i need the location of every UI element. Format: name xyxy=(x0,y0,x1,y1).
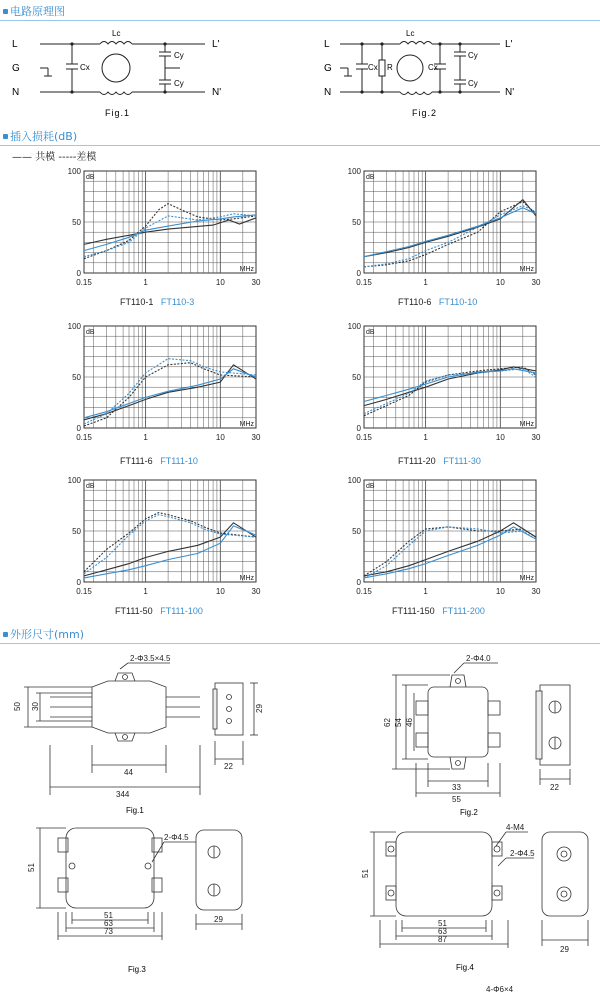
section-marker xyxy=(3,9,8,14)
x-tick-label: 10 xyxy=(215,587,225,596)
chart-title-blue: FT110-3 xyxy=(160,297,195,307)
dimension-drawing-fig3 xyxy=(0,820,300,980)
dimension-drawing-fig1 xyxy=(0,645,300,820)
x-tick-label: 30 xyxy=(531,587,541,596)
x-unit-label: MHz xyxy=(239,575,254,582)
y-tick-label: 100 xyxy=(67,476,81,485)
pin-L-out: L' xyxy=(505,39,513,50)
pin-L-out: L' xyxy=(212,39,220,50)
x-tick-label: 10 xyxy=(215,433,225,442)
y-tick-label: 0 xyxy=(356,269,361,278)
x-tick-label: 0.15 xyxy=(76,433,92,442)
y-tick-label: 50 xyxy=(352,373,361,382)
chart-title-black: FT110-6 xyxy=(398,297,432,307)
series-line-ft111-100-diff xyxy=(84,515,256,574)
dim-side-w: 29 xyxy=(214,915,223,924)
x-unit-label: MHz xyxy=(239,266,254,273)
dim-w2: 63 xyxy=(104,919,113,928)
pin-L: L xyxy=(12,39,18,50)
legend xyxy=(12,148,96,163)
pin-G: G xyxy=(12,63,20,74)
circuit-section-title: 电路原理图 xyxy=(10,5,65,18)
x-tick-label: 0.15 xyxy=(76,278,92,287)
fig1-dim-caption: Fig.1 xyxy=(126,806,144,815)
dim-side-h: 29 xyxy=(255,704,264,713)
y-tick-label: 100 xyxy=(347,167,361,176)
series-line-ft110-6-common xyxy=(364,200,536,257)
x-unit-label: MHz xyxy=(519,421,534,428)
dim-w-inner: 33 xyxy=(452,783,461,792)
x-tick-label: 10 xyxy=(495,433,505,442)
y-unit-label: dB xyxy=(86,329,95,336)
chart-title-blue: FT111-200 xyxy=(442,606,485,616)
dim-side-w: 29 xyxy=(560,945,569,954)
pin-G: G xyxy=(324,63,332,74)
label-cx: Cx xyxy=(368,63,378,72)
x-tick-label: 30 xyxy=(251,587,261,596)
dim-w1: 51 xyxy=(104,911,113,920)
label-cy2: Cy xyxy=(174,79,184,88)
y-unit-label: dB xyxy=(86,483,95,490)
insertion-chart-ft111-150 xyxy=(340,472,560,598)
section-divider xyxy=(0,643,600,644)
series-line-ft111-100-common xyxy=(84,526,256,578)
x-tick-label: 1 xyxy=(423,587,428,596)
fig4-dim-caption: Fig.4 xyxy=(456,963,474,972)
chart-title-blue: FT111-10 xyxy=(160,456,198,466)
label-cy1: Cy xyxy=(174,51,184,60)
dim-h-outer: 62 xyxy=(383,718,392,727)
x-tick-label: 30 xyxy=(531,433,541,442)
dim-side-w: 22 xyxy=(224,762,233,771)
fig1-caption: Fig.1 xyxy=(105,108,131,118)
pin-N: N xyxy=(324,87,332,98)
dimension-drawing-fig4 xyxy=(300,820,600,996)
x-tick-label: 10 xyxy=(495,278,505,287)
dim-side-w: 22 xyxy=(550,783,559,792)
x-tick-label: 1 xyxy=(143,278,148,287)
dim-hole: 2-Φ4.5 xyxy=(510,849,535,858)
x-tick-label: 30 xyxy=(251,278,261,287)
chart-caption xyxy=(392,606,485,616)
x-unit-label: MHz xyxy=(519,266,534,273)
chart-caption xyxy=(120,297,194,307)
chart-title-black: FT111-150 xyxy=(392,606,435,616)
chart-title-black: FT111-50 xyxy=(115,606,153,616)
dim-w3: 87 xyxy=(438,935,447,944)
series-line-ft111-200-diff xyxy=(364,527,536,578)
dim-w3: 73 xyxy=(104,927,113,936)
dim-h-outer: 50 xyxy=(13,702,22,711)
y-tick-label: 50 xyxy=(72,373,81,382)
x-tick-label: 30 xyxy=(531,278,541,287)
legend-common-label: 共模 xyxy=(35,152,56,163)
y-tick-label: 100 xyxy=(67,322,81,331)
x-tick-label: 1 xyxy=(143,587,148,596)
dimension-drawing-fig2 xyxy=(300,645,600,820)
label-cy2: Cy xyxy=(468,79,478,88)
x-tick-label: 0.15 xyxy=(356,587,372,596)
circuit-fig1 xyxy=(0,22,300,122)
fig2-caption: Fig.2 xyxy=(412,108,438,118)
y-tick-label: 50 xyxy=(72,527,81,536)
section-marker xyxy=(3,632,8,637)
x-tick-label: 30 xyxy=(251,433,261,442)
legend-diff-label: 差模 xyxy=(76,152,97,163)
series-line-ft111-200-common xyxy=(364,527,536,578)
y-tick-label: 0 xyxy=(356,578,361,587)
chart-title-blue: FT110-10 xyxy=(438,297,478,307)
circuit-fig2 xyxy=(300,22,600,122)
y-unit-label: dB xyxy=(86,174,95,181)
chart-title-black: FT110-1 xyxy=(120,297,154,307)
x-tick-label: 1 xyxy=(423,278,428,287)
label-lc: Lc xyxy=(406,29,415,38)
chart-caption xyxy=(398,297,477,307)
y-tick-label: 0 xyxy=(356,424,361,433)
dim-w-outer: 344 xyxy=(116,790,130,799)
x-unit-label: MHz xyxy=(519,575,534,582)
series-line-ft111-20-diff xyxy=(364,367,536,416)
chart-caption xyxy=(115,606,203,616)
legend-solid-symbol: —— xyxy=(12,152,32,163)
y-tick-label: 50 xyxy=(352,218,361,227)
x-tick-label: 0.15 xyxy=(356,278,372,287)
fig2-dim-caption: Fig.2 xyxy=(460,808,478,817)
legend-dash-symbol: ----- xyxy=(58,152,77,163)
y-tick-label: 50 xyxy=(72,218,81,227)
dim-w2: 63 xyxy=(438,927,447,936)
dim-hole: 2-Φ4.5 xyxy=(164,833,189,842)
dim-w-inner: 44 xyxy=(124,768,133,777)
y-unit-label: dB xyxy=(366,329,375,336)
y-tick-label: 0 xyxy=(76,578,81,587)
dim-h: 51 xyxy=(361,869,370,878)
chart-caption xyxy=(398,456,481,466)
series-line-ft111-6-diff xyxy=(84,363,256,426)
section-divider xyxy=(0,145,600,146)
dim-h-inner: 46 xyxy=(405,718,414,727)
label-lc: Lc xyxy=(112,29,121,38)
dimensions-section-title: 外形尺寸(mm) xyxy=(10,628,85,641)
dim-bottom: 4-Φ6×4 xyxy=(486,985,514,994)
x-tick-label: 0.15 xyxy=(356,433,372,442)
insertion-chart-ft110-6 xyxy=(340,163,560,289)
y-tick-label: 100 xyxy=(67,167,81,176)
dim-w-outer: 55 xyxy=(452,795,461,804)
x-tick-label: 10 xyxy=(215,278,225,287)
pin-L: L xyxy=(324,39,330,50)
y-tick-label: 50 xyxy=(352,527,361,536)
x-tick-label: 10 xyxy=(495,587,505,596)
chart-caption xyxy=(120,456,198,466)
y-unit-label: dB xyxy=(366,174,375,181)
dim-h-inner: 30 xyxy=(31,702,40,711)
pin-N-out: N' xyxy=(212,87,222,98)
y-tick-label: 100 xyxy=(347,322,361,331)
series-line-ft110-10-diff xyxy=(364,206,536,267)
chart-title-blue: FT111-30 xyxy=(443,456,481,466)
x-tick-label: 0.15 xyxy=(76,587,92,596)
x-tick-label: 1 xyxy=(423,433,428,442)
dim-hole: 2-Φ4.0 xyxy=(466,654,491,663)
y-tick-label: 0 xyxy=(76,269,81,278)
dim-hole: 2-Φ3.5×4.5 xyxy=(130,654,171,663)
insertion-chart-ft111-50 xyxy=(60,472,280,598)
dim-w1: 51 xyxy=(438,919,447,928)
insertion-chart-ft111-6 xyxy=(60,318,280,444)
series-line-ft111-20-common xyxy=(364,367,536,406)
series-line-ft111-30-diff xyxy=(364,369,536,414)
series-line-ft111-50-diff xyxy=(84,513,256,572)
dim-screw: 4-M4 xyxy=(506,823,525,832)
insertion-chart-ft110-1 xyxy=(60,163,280,289)
y-tick-label: 100 xyxy=(347,476,361,485)
x-tick-label: 1 xyxy=(143,433,148,442)
dim-h-mid: 54 xyxy=(394,718,403,727)
chart-title-black: FT111-20 xyxy=(398,456,436,466)
dim-h: 51 xyxy=(27,863,36,872)
label-cx2: Cx xyxy=(428,63,438,72)
insertion-chart-ft111-20 xyxy=(340,318,560,444)
fig3-dim-caption: Fig.3 xyxy=(128,965,146,974)
label-cx: Cx xyxy=(80,63,90,72)
y-tick-label: 0 xyxy=(76,424,81,433)
label-r: R xyxy=(387,63,393,72)
chart-title-blue: FT111-100 xyxy=(160,606,203,616)
pin-N: N xyxy=(12,87,20,98)
label-cy1: Cy xyxy=(468,51,478,60)
pin-N-out: N' xyxy=(505,87,515,98)
section-divider xyxy=(0,20,600,21)
y-unit-label: dB xyxy=(366,483,375,490)
series-line-ft111-30-common xyxy=(364,369,536,402)
insertion-section-title: 插入损耗(dB) xyxy=(10,130,78,143)
section-marker xyxy=(3,134,8,139)
x-unit-label: MHz xyxy=(239,421,254,428)
chart-title-black: FT111-6 xyxy=(120,456,153,466)
